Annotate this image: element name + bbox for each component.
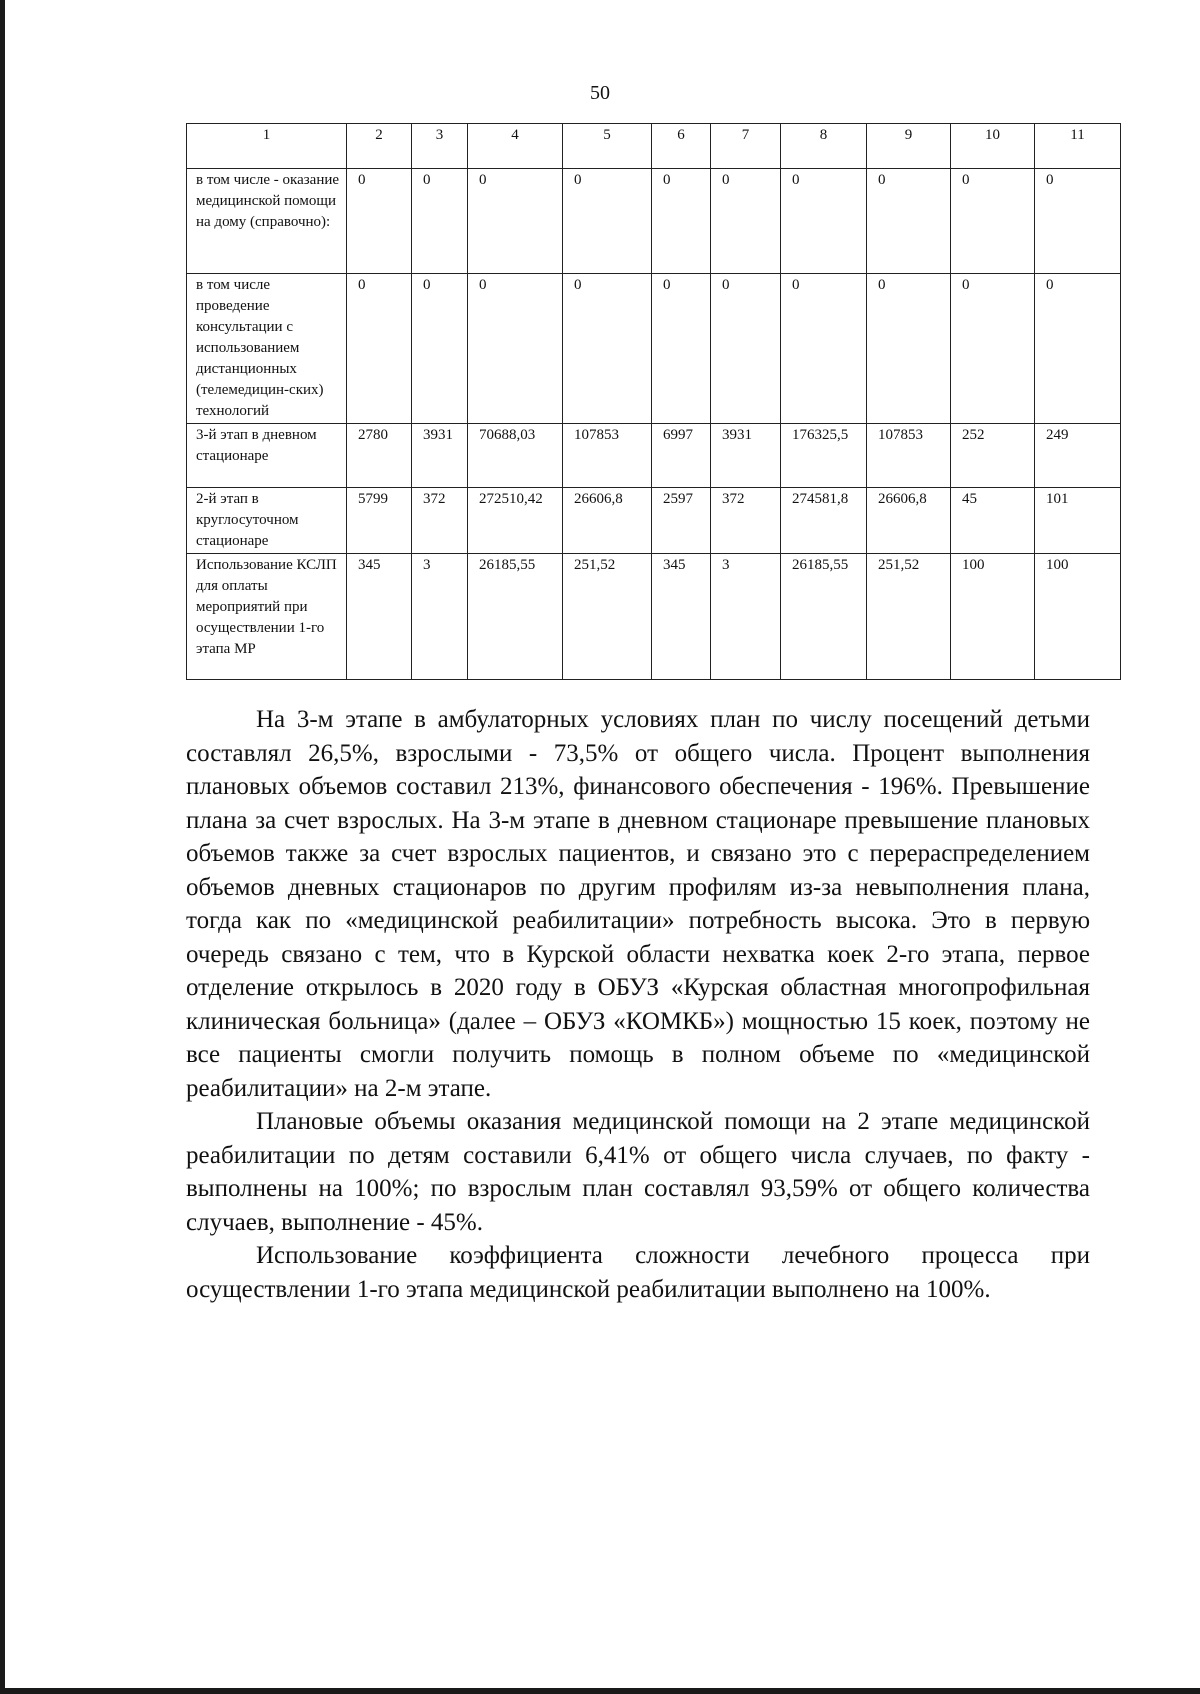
table-cell: 3931 [711,424,781,488]
column-header: 10 [951,124,1035,169]
table-cell: 0 [412,169,468,274]
table-cell: 3931 [412,424,468,488]
table-cell: 3 [711,554,781,680]
table-cell: 3 [412,554,468,680]
data-table [186,123,1121,680]
table-row [187,424,1121,488]
table-cell: 0 [468,274,563,424]
table-row [187,169,1121,274]
table-cell: 0 [781,169,867,274]
table-cell: 0 [951,169,1035,274]
table-cell: 0 [711,169,781,274]
column-header: 7 [711,124,781,169]
table-cell: 100 [1035,554,1121,680]
table-cell: 45 [951,488,1035,554]
column-header: 1 [187,124,347,169]
table-cell: 2780 [347,424,412,488]
table-cell: 26185,55 [468,554,563,680]
table-cell: 252 [951,424,1035,488]
table-cell: 0 [412,274,468,424]
table-cell: 0 [563,274,652,424]
table-cell: 70688,03 [468,424,563,488]
row-label: Использование КСЛП для оплаты мероприятий при осуществлении 1-го этапа МР [187,554,347,680]
page-number: 50 [590,82,610,104]
table-cell: 345 [652,554,711,680]
table-cell: 251,52 [867,554,951,680]
table-cell: 345 [347,554,412,680]
column-header: 2 [347,124,412,169]
table-cell: 2597 [652,488,711,554]
table-cell: 0 [652,274,711,424]
table-cell: 6997 [652,424,711,488]
table-cell: 26606,8 [867,488,951,554]
table-cell: 0 [951,274,1035,424]
table-cell: 100 [951,554,1035,680]
table-cell: 26185,55 [781,554,867,680]
paragraph: Использование коэффициента сложности лечебного процесса при осуществлении 1-го этапа медицинской реабилитации выполнено на 100%. [186,1242,1090,1303]
table-cell: 0 [1035,169,1121,274]
table-cell: 372 [412,488,468,554]
column-header: 4 [468,124,563,169]
table-cell: 0 [347,274,412,424]
table-cell: 0 [652,169,711,274]
table-cell: 176325,5 [781,424,867,488]
table-row [187,274,1121,424]
row-label: 3-й этап в дневном стационаре [187,424,347,488]
table-cell: 249 [1035,424,1121,488]
table-header-row [187,124,1121,169]
column-header: 9 [867,124,951,169]
paragraph: Плановые объемы оказания медицинской помощи на 2 этапе медицинской реабилитации по детям составили 6,41% от общего числа случаев, по факту - выполнены на 100%; по взрослым план составлял 93,59% от общего количества случаев, выполнение - 45%. [186,1108,1090,1236]
table-row [187,488,1121,554]
table-cell: 0 [347,169,412,274]
table-cell: 0 [563,169,652,274]
table-cell: 272510,42 [468,488,563,554]
column-header: 3 [412,124,468,169]
table-cell: 0 [867,274,951,424]
row-label: в том числе проведение консультации с использованием дистанционных (телемедицин-ских) технологий [187,274,347,424]
scan-border-bottom [0,1688,1200,1694]
scan-border-left [0,0,5,1694]
table-cell: 101 [1035,488,1121,554]
table-cell: 0 [1035,274,1121,424]
table-row [187,554,1121,680]
table-cell: 107853 [563,424,652,488]
column-header: 11 [1035,124,1121,169]
table-cell: 0 [781,274,867,424]
body-text [186,703,1090,1306]
table-cell: 0 [711,274,781,424]
table-cell: 0 [468,169,563,274]
paragraph: На 3-м этапе в амбулаторных условиях план по числу посещений детьми составлял 26,5%, взрослыми - 73,5% от общего числа. Процент выполнения плановых объемов составил 213%, финансового обеспечения - 196%. Превышение плана за счет взрослых. На 3-м этапе в дневном стационаре превышение плановых объемов также за счет взрослых пациентов, и связано это с перераспределением объемов дневных стационаров по другим профилям из-за невыполнения плана, тогда как по «медицинской реабилитации» потребность высока. Это в первую очередь связано с тем, что в Курской области нехватка коек 2-го этапа, первое отделение открылось в 2020 году в ОБУЗ «Курская областная многопрофильная клиническая больница» (далее – ОБУЗ «КОМКБ») мощностью 15 коек, поэтому не все пациенты смогли получить помощь в полном объеме по «медицинской реабилитации» на 2-м этапе. [186,706,1090,1102]
table-cell: 0 [867,169,951,274]
table-cell: 251,52 [563,554,652,680]
column-header: 6 [652,124,711,169]
row-label: в том числе - оказание медицинской помощи на дому (справочно): [187,169,347,274]
table-cell: 26606,8 [563,488,652,554]
row-label: 2-й этап в круглосуточном стационаре [187,488,347,554]
table-cell: 274581,8 [781,488,867,554]
table-cell: 372 [711,488,781,554]
column-header: 8 [781,124,867,169]
table-cell: 107853 [867,424,951,488]
column-header: 5 [563,124,652,169]
table-cell: 5799 [347,488,412,554]
